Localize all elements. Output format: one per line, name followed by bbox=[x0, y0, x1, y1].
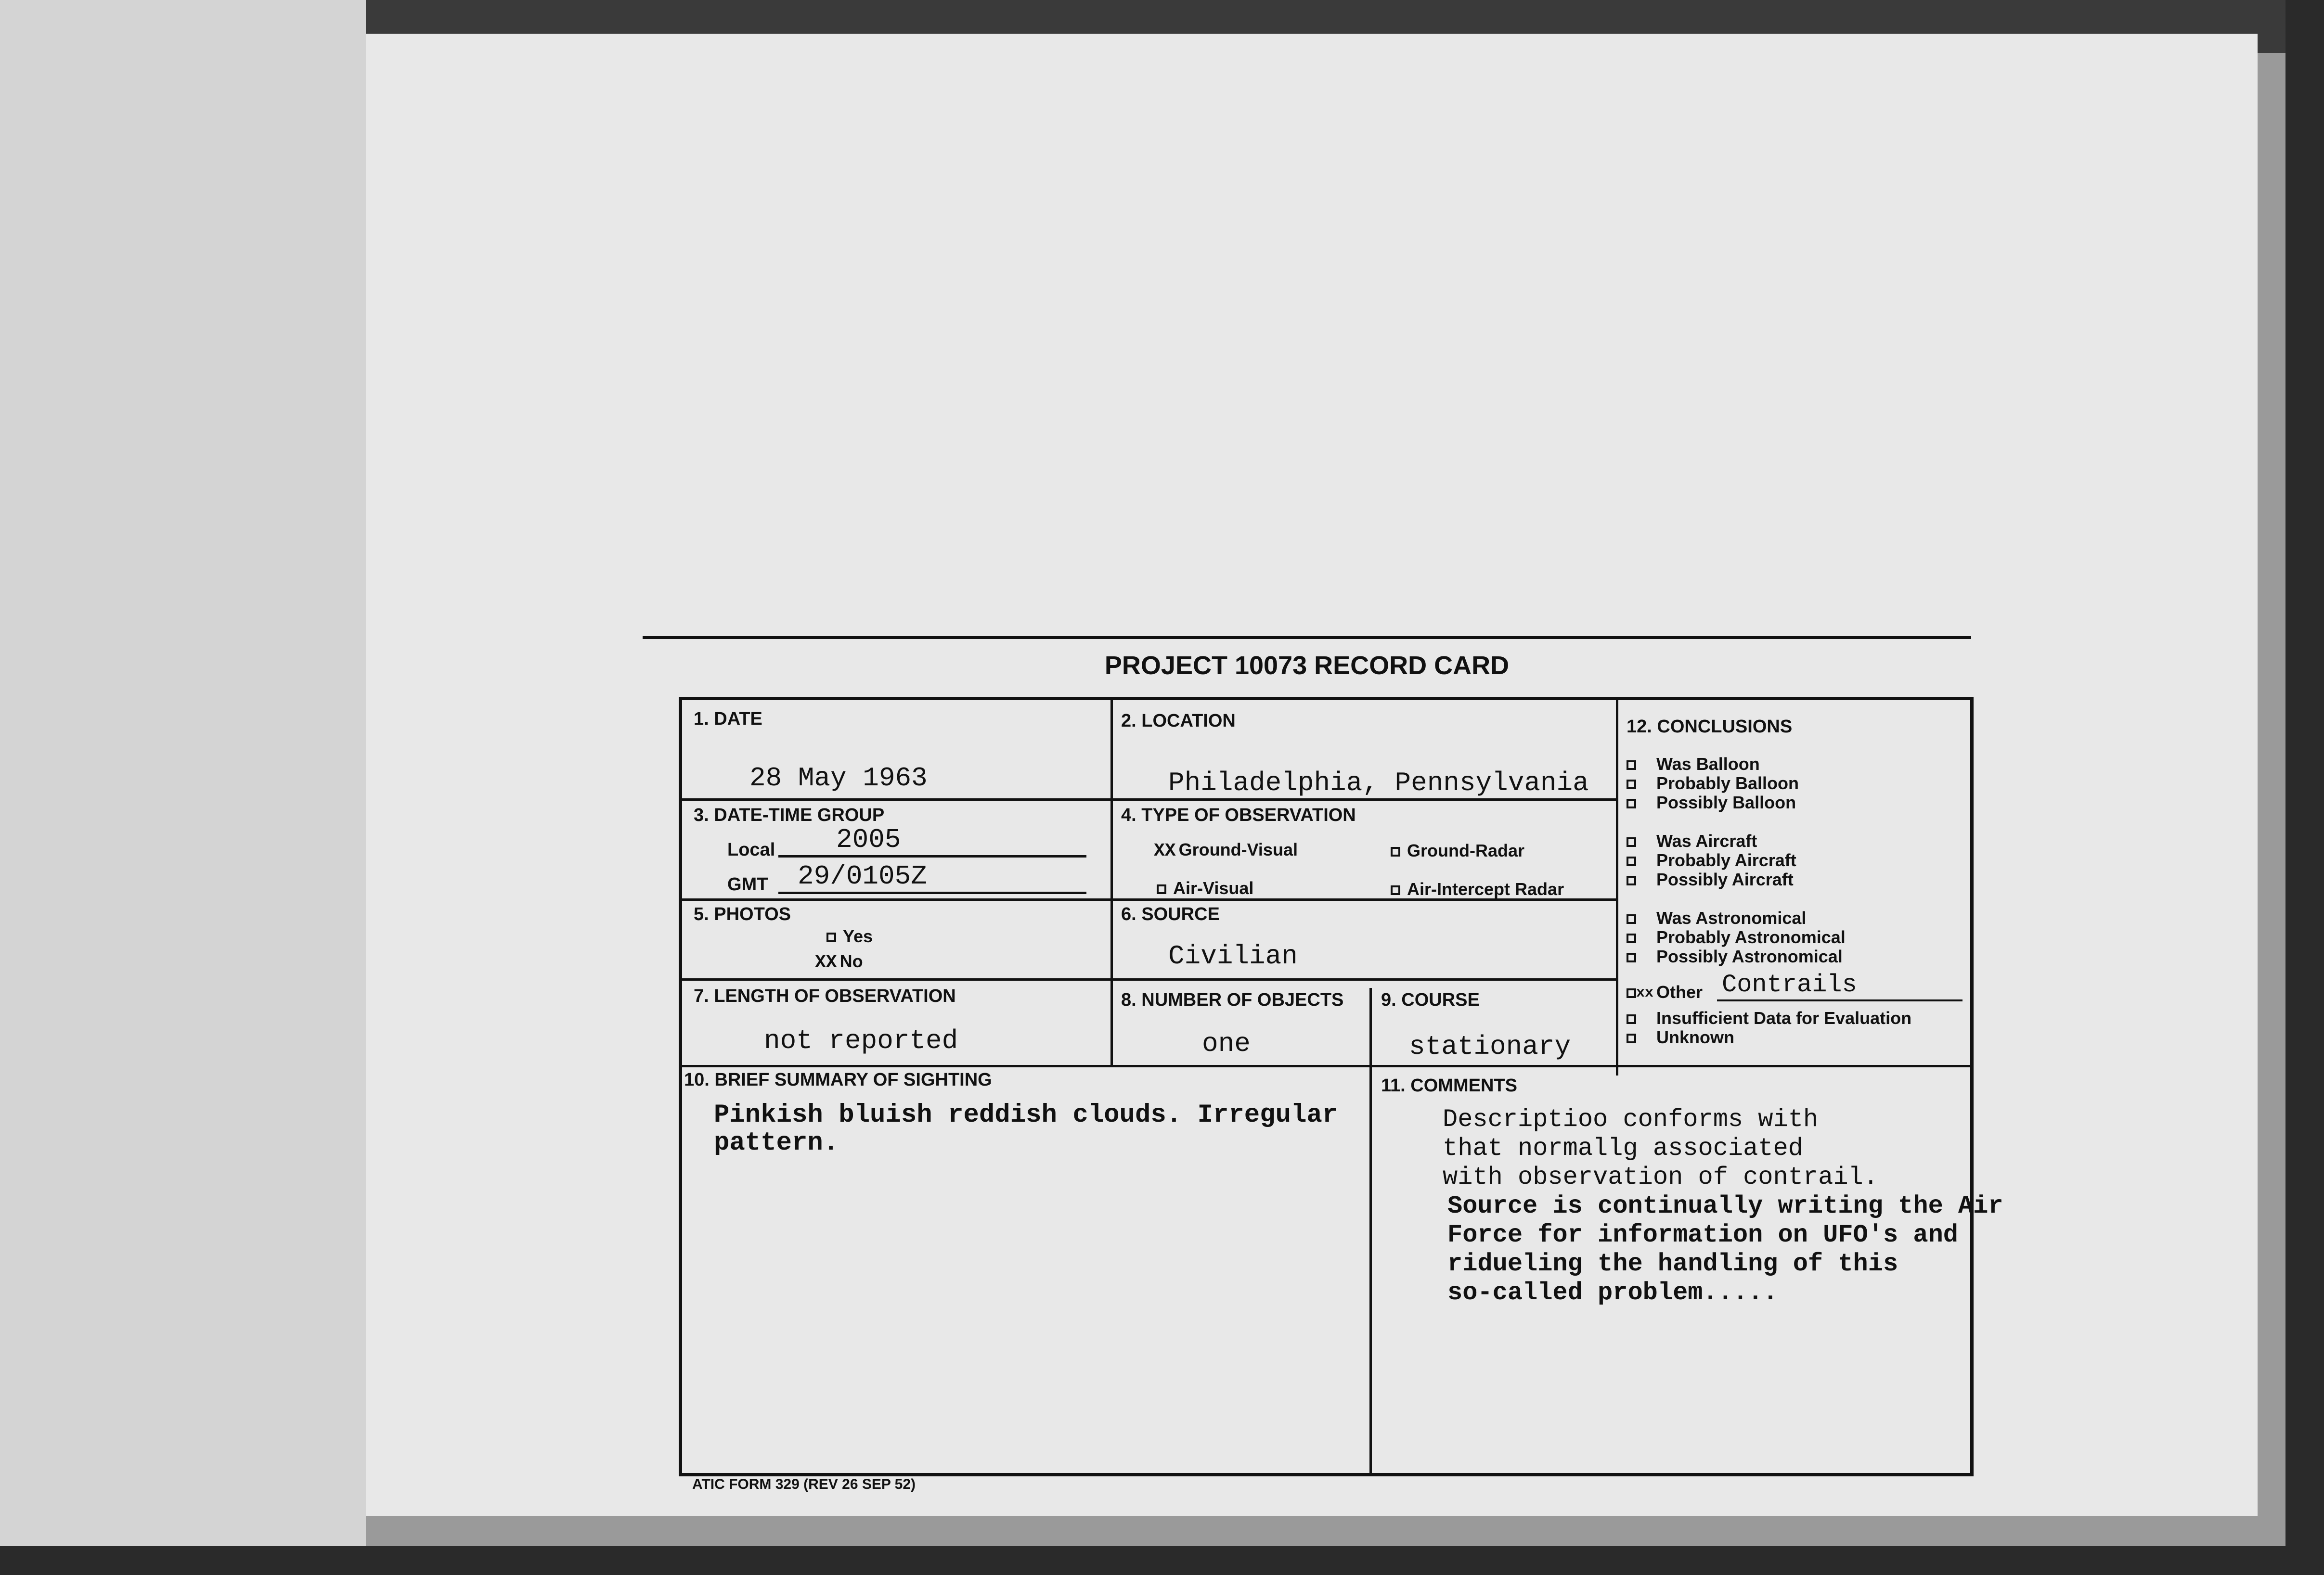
air-visual-text: Air-Visual bbox=[1173, 878, 1254, 898]
location-label: 2. LOCATION bbox=[1121, 711, 1236, 731]
was-balloon-checkbox bbox=[1627, 760, 1636, 770]
photos-yes-checkbox bbox=[826, 933, 836, 942]
other-underline bbox=[1717, 999, 1962, 1001]
comment-line-4: Source is continually writing the Air bbox=[1447, 1192, 2003, 1220]
conclusion-probably-aircraft bbox=[1627, 850, 1796, 871]
conclusion-was-astronomical bbox=[1627, 908, 1806, 928]
source-label: 6. SOURCE bbox=[1121, 904, 1220, 924]
ground-radar-text: Ground-Radar bbox=[1407, 841, 1525, 860]
record-card bbox=[679, 697, 2003, 1476]
form-footer: ATIC FORM 329 (REV 26 SEP 52) bbox=[692, 1476, 916, 1492]
comments-label: 11. COMMENTS bbox=[1381, 1076, 1517, 1096]
probably-balloon-checkbox bbox=[1627, 780, 1636, 789]
photos-label: 5. PHOTOS bbox=[694, 904, 791, 924]
local-value: 2005 bbox=[836, 824, 901, 855]
conclusion-was-aircraft bbox=[1627, 831, 1757, 851]
summary-line-1: Pinkish bluish reddish clouds. Irregular bbox=[714, 1101, 1338, 1130]
conclusion-probably-balloon bbox=[1627, 773, 1799, 794]
conclusion-insufficient-data bbox=[1627, 1008, 1911, 1028]
was-aircraft-text: Was Aircraft bbox=[1656, 831, 1757, 851]
card-top-rule bbox=[643, 636, 1971, 639]
summary-line-2: pattern. bbox=[714, 1128, 839, 1158]
conclusion-probably-astronomical bbox=[1627, 927, 1846, 948]
other-label: Other bbox=[1656, 982, 1703, 1002]
unknown-text: Unknown bbox=[1656, 1027, 1734, 1047]
insufficient-data-checkbox bbox=[1627, 1014, 1636, 1024]
photos-no-text: No bbox=[839, 951, 863, 971]
type-of-observation-label: 4. TYPE OF OBSERVATION bbox=[1121, 805, 1356, 825]
possibly-astronomical-checkbox bbox=[1627, 953, 1636, 962]
option-ground-visual bbox=[1154, 840, 1298, 861]
conclusion-possibly-balloon bbox=[1627, 793, 1796, 813]
possibly-balloon-text: Possibly Balloon bbox=[1656, 793, 1796, 812]
probably-aircraft-text: Probably Aircraft bbox=[1656, 850, 1796, 870]
possibly-aircraft-text: Possibly Aircraft bbox=[1656, 870, 1794, 889]
divider-v2 bbox=[1616, 700, 1618, 1076]
summary-label: 10. BRIEF SUMMARY OF SIGHTING bbox=[684, 1070, 992, 1090]
ground-visual-text: Ground-Visual bbox=[1178, 840, 1298, 859]
location-value: Philadelphia, Pennsylvania bbox=[1168, 768, 1589, 798]
gmt-value: 29/0105Z bbox=[798, 861, 927, 892]
date-value: 28 May 1963 bbox=[749, 763, 928, 794]
local-label: Local bbox=[727, 840, 775, 860]
film-edge-left bbox=[0, 0, 366, 1575]
conclusion-possibly-astronomical bbox=[1627, 947, 1843, 967]
possibly-aircraft-checkbox bbox=[1627, 876, 1636, 885]
other-value: Contrails bbox=[1722, 971, 1857, 999]
ground-visual-mark: XX bbox=[1154, 840, 1176, 861]
divider-v1 bbox=[1110, 700, 1113, 1066]
was-astronomical-checkbox bbox=[1627, 914, 1636, 924]
divider-v3 bbox=[1369, 988, 1372, 1474]
possibly-astronomical-text: Possibly Astronomical bbox=[1656, 947, 1843, 966]
possibly-balloon-checkbox bbox=[1627, 799, 1636, 808]
conclusions-label: 12. CONCLUSIONS bbox=[1627, 717, 1793, 737]
number-of-objects-label: 8. NUMBER OF OBJECTS bbox=[1121, 990, 1344, 1010]
conclusion-was-balloon bbox=[1627, 754, 1760, 774]
conclusion-possibly-aircraft bbox=[1627, 870, 1794, 890]
course-label: 9. COURSE bbox=[1381, 990, 1480, 1010]
comment-line-2: that normallg associated bbox=[1443, 1134, 1803, 1163]
divider-h1 bbox=[682, 798, 1616, 801]
option-photos-yes bbox=[826, 926, 873, 947]
date-label: 1. DATE bbox=[694, 709, 762, 729]
photos-no-mark: XX bbox=[815, 952, 837, 973]
local-underline bbox=[778, 855, 1086, 858]
comment-line-3: with observation of contrail. bbox=[1443, 1163, 1878, 1191]
probably-astronomical-checkbox bbox=[1627, 934, 1636, 943]
option-photos-no bbox=[815, 951, 863, 973]
air-visual-checkbox bbox=[1157, 884, 1166, 894]
probably-astronomical-text: Probably Astronomical bbox=[1656, 927, 1846, 947]
date-time-group-label: 3. DATE-TIME GROUP bbox=[694, 805, 885, 825]
divider-h3 bbox=[682, 978, 1616, 981]
comment-line-1: Descriptioo conforms with bbox=[1443, 1105, 1819, 1134]
gmt-label: GMT bbox=[727, 874, 768, 895]
other-mark: xx bbox=[1636, 985, 1654, 1002]
length-label: 7. LENGTH OF OBSERVATION bbox=[694, 986, 956, 1006]
comment-line-5: Force for information on UFO's and bbox=[1447, 1221, 1958, 1249]
film-edge-right bbox=[2285, 0, 2324, 1575]
other-checkbox bbox=[1627, 988, 1636, 998]
was-balloon-text: Was Balloon bbox=[1656, 754, 1760, 774]
was-astronomical-text: Was Astronomical bbox=[1656, 908, 1807, 928]
air-intercept-radar-checkbox bbox=[1391, 885, 1400, 895]
length-value: not reported bbox=[764, 1025, 958, 1056]
gmt-underline bbox=[778, 892, 1086, 894]
insufficient-data-text: Insufficient Data for Evaluation bbox=[1656, 1008, 1912, 1028]
probably-balloon-text: Probably Balloon bbox=[1656, 773, 1799, 793]
probably-aircraft-checkbox bbox=[1627, 857, 1636, 866]
number-of-objects-value: one bbox=[1202, 1028, 1251, 1059]
photos-yes-text: Yes bbox=[843, 926, 873, 946]
option-ground-radar bbox=[1391, 841, 1524, 861]
comment-line-7: so-called problem..... bbox=[1447, 1279, 1778, 1307]
option-air-intercept-radar bbox=[1391, 879, 1564, 899]
film-edge-bottom bbox=[0, 1546, 2324, 1575]
source-value: Civilian bbox=[1168, 941, 1298, 972]
option-air-visual bbox=[1157, 878, 1253, 898]
course-value: stationary bbox=[1409, 1031, 1571, 1062]
divider-h4 bbox=[682, 1065, 1970, 1067]
air-intercept-radar-text: Air-Intercept Radar bbox=[1407, 879, 1564, 899]
was-aircraft-checkbox bbox=[1627, 837, 1636, 847]
ground-radar-checkbox bbox=[1391, 847, 1400, 857]
unknown-checkbox bbox=[1627, 1034, 1636, 1043]
conclusion-unknown bbox=[1627, 1027, 1734, 1048]
comment-line-6: ridueling the handling of this bbox=[1447, 1250, 1898, 1278]
conclusion-other bbox=[1627, 982, 1703, 1002]
card-title: PROJECT 10073 RECORD CARD bbox=[1104, 651, 1510, 680]
